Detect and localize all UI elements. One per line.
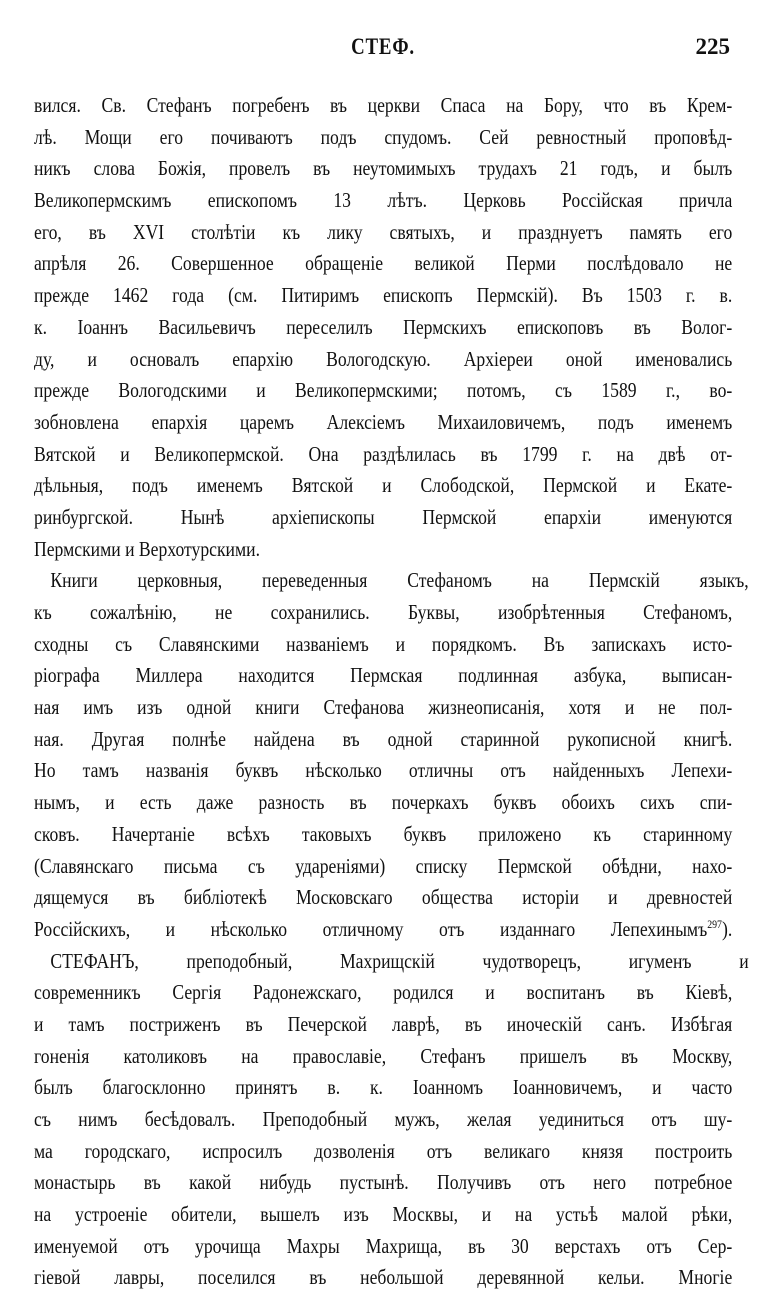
page-header [36, 34, 730, 64]
text-line-content: современникъ Сергія Радонежскаго, родился и воспитанъ въ Кіевѣ, [34, 980, 733, 1005]
text-line-content: сходны съ Славянскими названіемъ и порядкомъ. Въ запискахъ исто- [34, 631, 733, 656]
body-text [34, 90, 749, 1294]
text-line [34, 1231, 732, 1263]
text-line [34, 724, 732, 756]
text-line [34, 977, 732, 1009]
text-line [34, 1072, 732, 1104]
text-line-content: монастырь въ какой нибудь пустынѣ. Получивъ отъ него потребное [34, 1170, 733, 1195]
text-line [34, 819, 732, 851]
text-line [34, 629, 732, 661]
text-line-content: Книги церковныя, переведенныя Стефаномъ на Пермскій языкъ, [50, 568, 749, 593]
text-line [34, 90, 732, 122]
text-line [34, 914, 732, 946]
text-line-content: апрѣля 26. Совершенное обращеніе великой Перми послѣдовало не [34, 251, 733, 276]
text-line [34, 565, 749, 597]
text-line-content: Россійскихъ, и нѣсколько отличному отъ изданнаго Лепехинымъ [34, 916, 708, 941]
text-line-content: Великопермскимъ епископомъ 13 лѣтъ. Церковь Россійская причла [34, 188, 733, 213]
text-line [34, 787, 732, 819]
text-line-content: къ сожалѣнію, не сохранились. Буквы, изобрѣтенныя Стефаномъ, [34, 600, 733, 624]
text-line [34, 280, 732, 312]
text-line [34, 1199, 732, 1231]
text-line [34, 185, 732, 217]
text-line-content: Пермскими и Верхотурскими. [34, 536, 260, 561]
text-line-content: дящемуся въ библіотекѣ Московскаго общества исторіи и древностей [34, 885, 733, 910]
text-line [34, 470, 732, 502]
footnote-reference: 297 [707, 916, 722, 931]
text-line-content: ма городскаго, испросилъ дозволенія отъ великаго князя построить [34, 1138, 733, 1163]
text-line [34, 407, 732, 439]
text-line-content: съ нимъ бесѣдовалъ. Преподобный мужъ, желая уединиться отъ шу- [34, 1107, 733, 1131]
text-line-content: к. Іоаннъ Васильевичъ переселилъ Пермскихъ епископовъ въ Волог- [34, 314, 733, 339]
text-line-content: нымъ, и есть даже разность въ почеркахъ буквъ обоихъ сихъ спи- [34, 790, 733, 815]
text-line-content: на устроеніе обители, вышелъ изъ Москвы, и на устьѣ малой рѣки, [34, 1202, 733, 1227]
text-line-content: именуемой отъ урочища Махры Махрища, въ 30 верстахъ отъ Сер- [34, 1233, 733, 1258]
text-line-content: Вятской и Великопермской. Она раздѣлилась въ 1799 г. на двѣ от- [34, 441, 733, 466]
text-line-content: никъ слова Божія, провелъ въ неутомимыхъ трудахъ 21 годъ, и былъ [34, 156, 733, 181]
text-line-content: ринбургской. Нынѣ архіепископы Пермской епархіи именуются [34, 504, 733, 529]
page-number: 225 [695, 34, 730, 59]
text-line [34, 439, 732, 471]
text-line-content: зобновлена епархія царемъ Алексіемъ Михаиловичемъ, подъ именемъ [34, 409, 733, 434]
text-line-content: гіевой лавры, поселился въ небольшой деревянной кельи. Многіе [34, 1265, 733, 1290]
text-line [34, 1104, 732, 1136]
text-line-content: Но тамъ названія буквъ нѣсколько отличны отъ найденныхъ Лепехи- [34, 758, 733, 783]
text-line-content: прежде 1462 года (см. Питиримъ епископъ Пермскій). Въ 1503 г. в. [34, 283, 733, 308]
text-line-content: лѣ. Мощи его почиваютъ подъ спудомъ. Сей ревностный проповѣд- [34, 124, 733, 149]
text-line-content: (Славянскаго письма съ удареніями) списку Пермской обѣдни, нахо- [34, 853, 733, 878]
text-line [34, 882, 732, 914]
text-line [34, 1041, 732, 1073]
text-line [34, 692, 732, 724]
text-line [34, 1136, 732, 1168]
text-line [34, 312, 732, 344]
text-line-content: дѣльныя, подъ именемъ Вятской и Слободской, Пермской и Екате- [34, 473, 733, 498]
text-line [34, 660, 732, 692]
text-line [34, 851, 732, 883]
text-line-content: ная. Другая полнѣе найдена въ одной старинной рукописной книгѣ. [34, 726, 733, 751]
text-line-content: ріографа Миллера находится Пермская подлинная азбука, выписан- [34, 663, 733, 688]
text-line-content: сковъ. Начертаніе всѣхъ таковыхъ буквъ приложено къ старинному [34, 821, 733, 846]
text-line [34, 755, 732, 787]
text-line-content: прежде Вологодскими и Великопермскими; потомъ, съ 1589 г., во- [34, 378, 733, 403]
text-line-content: гоненія католиковъ на православіе, Стефанъ пришелъ въ Москву, [34, 1043, 733, 1068]
text-line [34, 344, 732, 376]
text-line [34, 502, 732, 534]
text-line [34, 597, 732, 629]
text-line [34, 375, 732, 407]
text-line-content: ду, и основалъ епархію Вологодскую. Архіереи оной именовались [34, 346, 733, 371]
text-line [34, 946, 749, 978]
text-line [34, 534, 606, 566]
text-line-tail: ). [721, 916, 733, 941]
text-line [34, 153, 732, 185]
text-line [34, 1009, 732, 1041]
running-title: СТЕФ. [351, 34, 415, 59]
text-line [34, 248, 732, 280]
text-line-content: и тамъ постриженъ въ Печерской лаврѣ, въ иноческій санъ. Избѣгая [34, 1011, 733, 1036]
text-line [34, 1262, 732, 1294]
text-line-content: его, въ XVI столѣтіи къ лику святыхъ, и празднуетъ память его [34, 219, 733, 244]
text-line [34, 1167, 732, 1199]
text-line [34, 122, 732, 154]
text-line-content: ная имъ изъ одной книги Стефанова жизнеописанія, хотя и не пол- [34, 695, 733, 720]
text-line [34, 217, 732, 249]
text-line-content: былъ благосклонно принятъ в. к. Іоанномъ Іоанновичемъ, и часто [34, 1075, 733, 1100]
text-line-content: СТЕФАНЪ, преподобный, Махрищскій чудотворецъ, игуменъ и [50, 948, 749, 973]
text-line-content: вился. Св. Стефанъ погребенъ въ церкви Спаса на Бору, что въ Крем- [34, 93, 733, 117]
